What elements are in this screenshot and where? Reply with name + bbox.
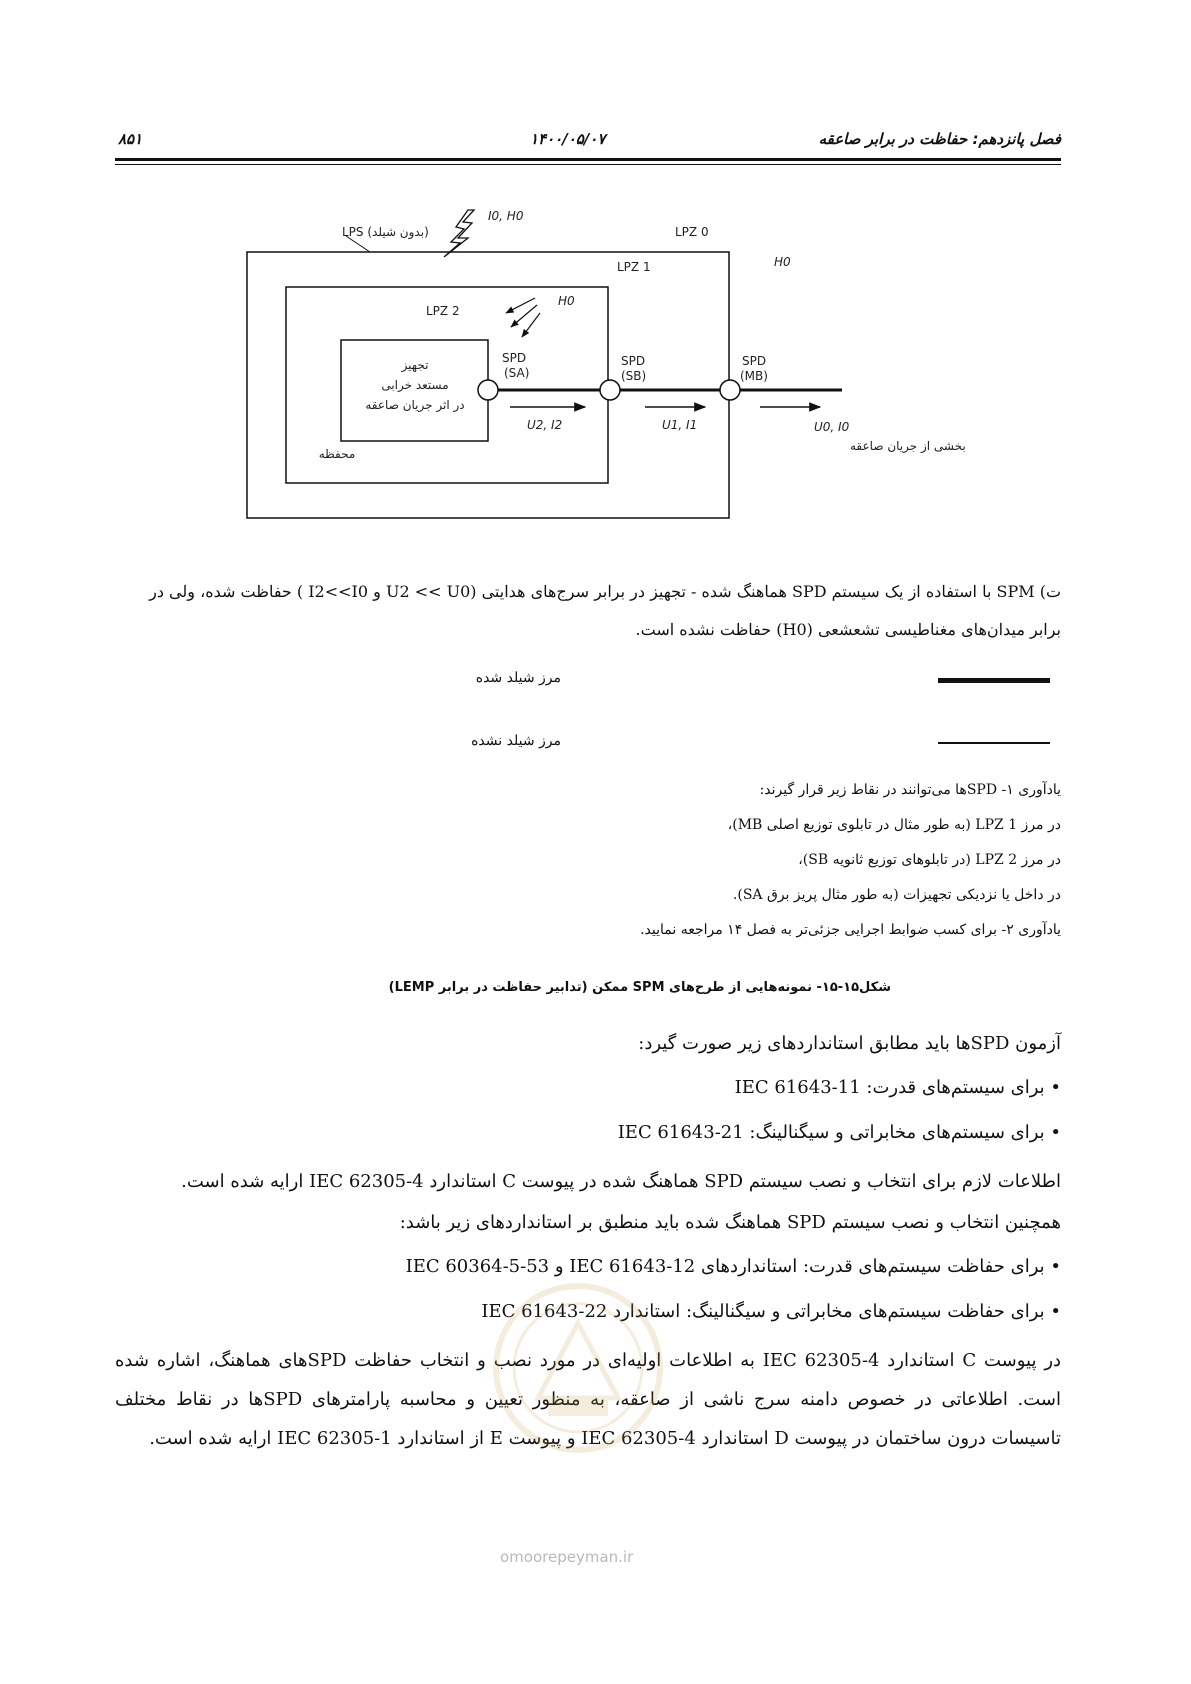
spd-mb-label-1: SPD bbox=[742, 354, 767, 368]
figure-caption: شکل۱۵-۱۵- نمونه‌هایی از طرح‌های SPM ممکن (تدابیر حفاظت در برابر LEMP) bbox=[388, 980, 891, 995]
spd-sa-symbol bbox=[478, 380, 498, 400]
enclosure-label: محفظه bbox=[318, 447, 356, 461]
h0-outer-label: H0 bbox=[774, 255, 791, 269]
paragraph-selection-info: اطلاعات لازم برای انتخاب و نصب سیستم SPD هماهنگ شده در پیوست C استاندارد IEC 62305-4 ارایه شده است. bbox=[181, 1171, 1061, 1192]
spd-mb-symbol bbox=[720, 380, 740, 400]
note-2: یادآوری ۲- برای کسب ضوابط اجرایی جزئی‌تر به فصل ۱۴ مراجعه نمایید. bbox=[640, 922, 1061, 938]
body-intro: آزمون SPDها باید مطابق استانداردهای زیر صورت گیرد: bbox=[638, 1033, 1061, 1054]
bullet-telecom-protection: • برای حفاظت سیستم‌های مخابراتی و سیگنالینگ: استاندارد IEC 61643-22 bbox=[481, 1301, 1061, 1322]
caption-line-1: ت) SPM با استفاده از یک سیستم SPD هماهنگ شده - تجهیز در برابر سرج‌های هدایتی (U2 << U0 و I2<<I0 ) حفاظت شده، ولی در bbox=[149, 582, 1061, 601]
u0i0-label: U0, I0 bbox=[814, 420, 850, 434]
h0-inner-label: H0 bbox=[558, 294, 575, 308]
spd-sb-symbol bbox=[600, 380, 620, 400]
watermark-site: omoorepeyman.ir bbox=[500, 1548, 634, 1566]
spd-sb-label-1: SPD bbox=[621, 354, 646, 368]
header-rule-thin bbox=[115, 164, 1061, 165]
equipment-text-1: تجهیز bbox=[401, 358, 429, 372]
watermark-logo-icon bbox=[488, 1278, 668, 1458]
legend-unshielded-label: مرز شیلد نشده bbox=[471, 733, 561, 749]
header-date: ۱۴۰۰/۰۵/۰۷ bbox=[530, 130, 606, 148]
lps-label: LPS (بدون شیلد) bbox=[342, 225, 429, 239]
equipment-text-2: مستعد خرابی bbox=[381, 378, 449, 392]
bullet-power-protection: • برای حفاظت سیستم‌های قدرت: استانداردهای IEC 61643-12 و IEC 60364-5-53 bbox=[405, 1256, 1061, 1277]
partial-current-label: بخشی از جریان صاعقه bbox=[850, 439, 966, 453]
equipment-text-3: در اثر جریان صاعقه bbox=[365, 398, 465, 412]
spm-diagram bbox=[230, 205, 966, 530]
u1i1-label: U1, I1 bbox=[662, 418, 698, 432]
note-1: یادآوری ۱- SPDها می‌توانند در نقاط زیر قرار گیرند: bbox=[759, 782, 1061, 798]
bullet-power-test: • برای سیستم‌های قدرت: IEC 61643-11 bbox=[734, 1077, 1061, 1098]
lpz0-label: LPZ 0 bbox=[675, 225, 709, 239]
legend-shielded-line bbox=[938, 678, 1050, 683]
paragraph-standards-intro: همچنین انتخاب و نصب سیستم SPD هماهنگ شده باید منطبق بر استانداردهای زیر باشد: bbox=[399, 1212, 1061, 1233]
note-1c: در داخل یا نزدیکی تجهیزات (به طور مثال پریز برق SA). bbox=[732, 887, 1061, 903]
spd-sa-label-2: (SA) bbox=[504, 366, 530, 380]
spd-sb-label-2: (SB) bbox=[621, 369, 647, 383]
lightning-bolt-icon bbox=[444, 210, 474, 257]
paragraph-annex-info: در پیوست C استاندارد IEC 62305-4 به اطلاعات اولیه‌ای در مورد نصب و انتخاب حفاظت SPDهای هماهنگ، اشاره شده است. اطلاعاتی در خصوص دامنه سرج ناشی از صاعقه، به منظور تعیین و محاسبه پارامترهای SPDها در نقاط مختلف تاسیسات درون ساختمان در پیوست D استاندارد IEC 62305-4 و پیوست E از استاندارد IEC 62305-1 ارایه شده است. bbox=[115, 1350, 1062, 1449]
bullet-telecom-test: • برای سیستم‌های مخابراتی و سیگنالینگ: IEC 61643-21 bbox=[617, 1122, 1061, 1143]
caption-line-2: برابر میدان‌های مغناطیسی تشعشعی (H0) حفاظت نشده است. bbox=[635, 620, 1061, 639]
note-1b: در مرز LPZ 2 (در تابلوهای توزیع ثانویه SB)، bbox=[798, 852, 1061, 868]
lpz1-label: LPZ 1 bbox=[617, 260, 651, 274]
note-1a: در مرز LPZ 1 (به طور مثال در تابلوی توزیع اصلی MB)، bbox=[727, 817, 1061, 833]
page-number: ۸۵۱ bbox=[118, 130, 143, 148]
lpz2-label: LPZ 2 bbox=[426, 304, 460, 318]
u2i2-label: U2, I2 bbox=[527, 418, 563, 432]
header-rule-thick bbox=[115, 158, 1061, 161]
strike-label: I0, H0 bbox=[488, 209, 524, 223]
chapter-title: فصل پانزدهم: حفاظت در برابر صاعقه bbox=[818, 130, 1061, 148]
spd-mb-label-2: (MB) bbox=[740, 369, 768, 383]
spd-sa-label-1: SPD bbox=[502, 351, 527, 365]
legend-unshielded-line bbox=[938, 742, 1050, 744]
legend-shielded-label: مرز شیلد شده bbox=[475, 670, 561, 686]
